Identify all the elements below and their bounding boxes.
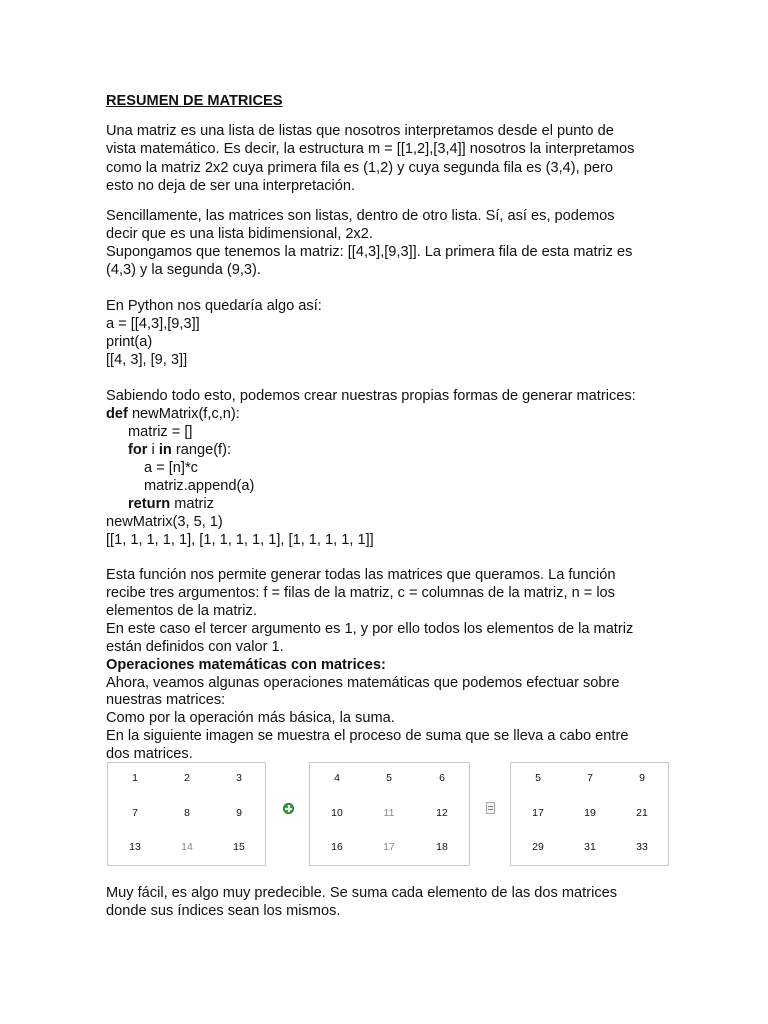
code-line: a = [n]*c xyxy=(144,460,198,476)
matrix-cell: 14 xyxy=(181,841,193,853)
paragraph-line: elementos de la matriz. xyxy=(106,603,257,619)
matrix-cell: 13 xyxy=(129,841,141,853)
code-line: newMatrix(3, 5, 1) xyxy=(106,514,223,530)
document-title: RESUMEN DE MATRICES xyxy=(106,93,283,109)
code-line: print(a) xyxy=(106,334,153,350)
matrix-cell: 12 xyxy=(436,807,448,819)
matrix-cell: 8 xyxy=(184,807,190,819)
paragraph-line: (4,3) y la segunda (9,3). xyxy=(106,262,261,278)
code-output: [[4, 3], [9, 3]] xyxy=(106,352,188,368)
matrix-cell: 7 xyxy=(587,772,593,784)
matrix-cell: 21 xyxy=(636,807,648,819)
matrix-cell: 1 xyxy=(132,772,138,784)
keyword-for: for xyxy=(128,442,148,458)
code-output: [[1, 1, 1, 1, 1], [1, 1, 1, 1, 1], [1, 1, 1, 1, 1]] xyxy=(106,532,374,548)
code-line xyxy=(106,405,240,423)
code-line: matriz.append(a) xyxy=(144,478,255,494)
matrix-cell: 16 xyxy=(331,841,343,853)
code-line: a = [[4,3],[9,3]] xyxy=(106,316,200,332)
paragraph-line: Supongamos que tenemos la matriz: [[4,3],[9,3]]. La primera fila de esta matriz es xyxy=(106,244,633,260)
paragraph-line: Sencillamente, las matrices son listas, dentro de otro lista. Sí, así es, podemos xyxy=(106,208,615,224)
keyword-return: return xyxy=(128,496,171,512)
matrix-cell: 10 xyxy=(331,807,343,819)
paragraph-line: Esta función nos permite generar todas las matrices que queramos. La función xyxy=(106,567,616,583)
paragraph-line: están definidos con valor 1. xyxy=(106,639,284,655)
paragraph-line: donde sus índices sean los mismos. xyxy=(106,903,341,919)
paragraph-line: Sabiendo todo esto, podemos crear nuestras propias formas de generar matrices: xyxy=(106,388,636,404)
matrix-a xyxy=(107,762,266,866)
matrix-cell: 19 xyxy=(584,807,596,819)
matrix-sum xyxy=(510,762,669,866)
matrix-cell: 4 xyxy=(334,772,340,784)
matrix-cell: 3 xyxy=(236,772,242,784)
paragraph-line: En este caso el tercer argumento es 1, y por ello todos los elementos de la matriz xyxy=(106,621,634,637)
matrix-cell: 17 xyxy=(383,841,395,853)
matrix-cell: 33 xyxy=(636,841,648,853)
code-line: matriz = [] xyxy=(128,424,193,440)
matrix-cell: 17 xyxy=(532,807,544,819)
keyword-in: in xyxy=(158,442,172,458)
matrix-cell: 29 xyxy=(532,841,544,853)
paragraph-line: como la matriz 2x2 cuya primera fila es (1,2) y cuya segunda fila es (3,4), pero xyxy=(106,160,613,176)
matrix-cell: 2 xyxy=(184,772,190,784)
code-text: range(f): xyxy=(171,442,232,458)
paragraph-line: En la siguiente imagen se muestra el proceso de suma que se lleva a cabo entre xyxy=(106,728,629,744)
code-text: matriz xyxy=(170,496,214,512)
paragraph-line: Una matriz es una lista de listas que nosotros interpretamos desde el punto de xyxy=(106,123,614,139)
matrix-cell: 11 xyxy=(383,807,395,819)
keyword-def: def xyxy=(106,406,128,422)
matrix-cell: 18 xyxy=(436,841,448,853)
matrix-cell: 5 xyxy=(386,772,392,784)
code-text: newMatrix(f,c,n): xyxy=(127,406,240,422)
plus-icon xyxy=(283,803,294,814)
paragraph-line: Como por la operación más básica, la suma. xyxy=(106,710,395,726)
paragraph-line: vista matemático. Es decir, la estructura m = [[1,2],[3,4]] nosotros la interpretamos xyxy=(106,141,635,157)
paragraph-line: Ahora, veamos algunas operaciones matemáticas que podemos efectuar sobre xyxy=(106,675,620,691)
matrix-cell: 7 xyxy=(132,807,138,819)
paragraph-line: Muy fácil, es algo muy predecible. Se suma cada elemento de las dos matrices xyxy=(106,885,618,901)
matrix-cell: 31 xyxy=(584,841,596,853)
code-line xyxy=(106,495,214,513)
code-text: i xyxy=(147,442,159,458)
matrix-cell: 5 xyxy=(535,772,541,784)
paragraph-line: En Python nos quedaría algo así: xyxy=(106,298,322,314)
paragraph-line: recibe tres argumentos: f = filas de la matriz, c = columnas de la matriz, n = los xyxy=(106,585,615,601)
paragraph-line: esto no deja de ser una interpretación. xyxy=(106,178,356,194)
matrix-cell: 9 xyxy=(639,772,645,784)
matrix-b xyxy=(309,762,470,866)
section-heading: Operaciones matemáticas con matrices: xyxy=(106,657,386,673)
paragraph-line: dos matrices. xyxy=(106,746,193,762)
equals-icon xyxy=(486,802,495,814)
matrix-cell: 15 xyxy=(233,841,245,853)
paragraph-line: nuestras matrices: xyxy=(106,692,226,708)
matrix-cell: 9 xyxy=(236,807,242,819)
matrix-cell: 6 xyxy=(439,772,445,784)
code-line xyxy=(106,441,231,459)
paragraph-line: decir que es una lista bidimensional, 2x2. xyxy=(106,226,373,242)
